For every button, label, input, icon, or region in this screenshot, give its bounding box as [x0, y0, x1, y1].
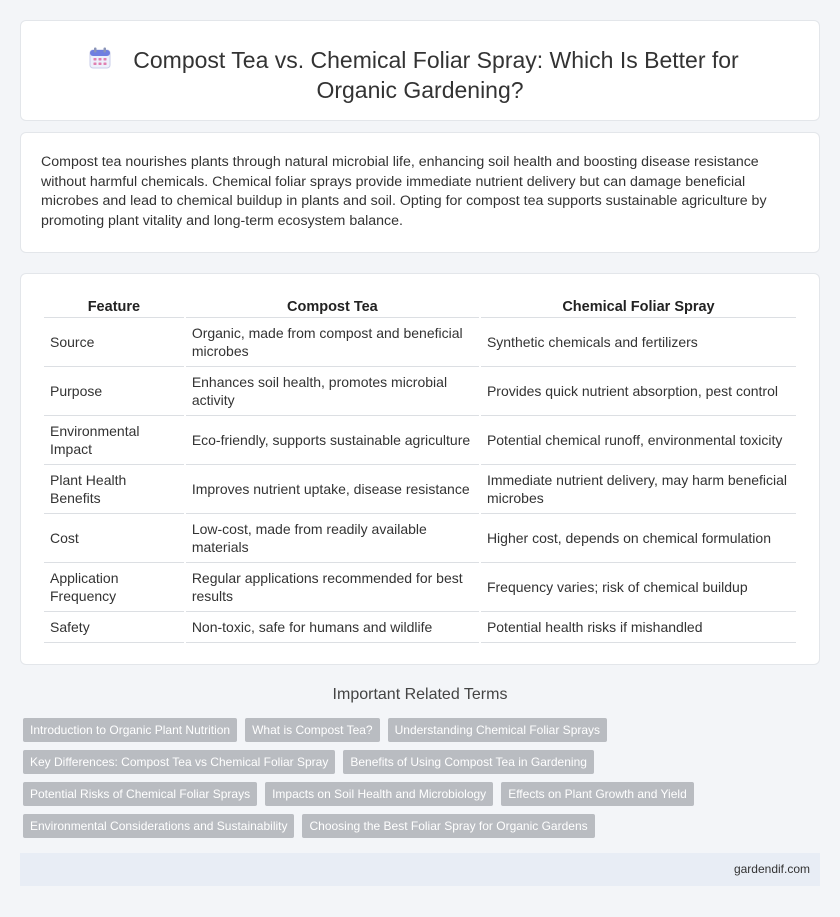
- compost-tea-cell: Non-toxic, safe for humans and wildlife: [186, 612, 479, 643]
- table-row: [44, 612, 796, 643]
- related-term-tag[interactable]: Environmental Considerations and Sustainability: [23, 814, 294, 838]
- intro-card: [20, 132, 820, 253]
- table-row: [44, 563, 796, 612]
- related-term-tag[interactable]: Effects on Plant Growth and Yield: [501, 782, 694, 806]
- comparison-card: [20, 273, 820, 665]
- feature-cell: Safety: [44, 612, 184, 643]
- chemical-spray-cell: Higher cost, depends on chemical formulation: [481, 514, 796, 563]
- chemical-spray-cell: Immediate nutrient delivery, may harm beneficial microbes: [481, 465, 796, 514]
- title-card: [20, 20, 820, 121]
- tag-row: [23, 718, 803, 742]
- related-term-tag[interactable]: Potential Risks of Chemical Foliar Sprays: [23, 782, 257, 806]
- footer: [20, 853, 820, 886]
- related-term-tag[interactable]: Impacts on Soil Health and Microbiology: [265, 782, 493, 806]
- chemical-spray-cell: Frequency varies; risk of chemical buildup: [481, 563, 796, 612]
- compost-tea-cell: Eco-friendly, supports sustainable agriculture: [186, 416, 479, 465]
- page-title: [21, 45, 819, 105]
- chemical-spray-cell: Synthetic chemicals and fertilizers: [481, 318, 796, 367]
- compost-tea-cell: Organic, made from compost and beneficial microbes: [186, 318, 479, 367]
- related-term-tag[interactable]: Benefits of Using Compost Tea in Gardening: [343, 750, 594, 774]
- footer-site-link[interactable]: gardendif.com: [733, 862, 810, 876]
- related-term-tag[interactable]: Key Differences: Compost Tea vs Chemical Foliar Spray: [23, 750, 335, 774]
- header-chemical-foliar-spray: Chemical Foliar Spray: [481, 296, 796, 318]
- table-row: [44, 318, 796, 367]
- feature-cell: Source: [44, 318, 184, 367]
- feature-cell: Purpose: [44, 367, 184, 416]
- title-line-2: Organic Gardening?: [316, 77, 524, 103]
- table-row: [44, 465, 796, 514]
- compost-tea-cell: Low-cost, made from readily available materials: [186, 514, 479, 563]
- related-term-tag[interactable]: What is Compost Tea?: [245, 718, 380, 742]
- table-row: [44, 416, 796, 465]
- related-term-tag[interactable]: Introduction to Organic Plant Nutrition: [23, 718, 237, 742]
- chemical-spray-cell: Provides quick nutrient absorption, pest control: [481, 367, 796, 416]
- intro-paragraph: Compost tea nourishes plants through natural microbial life, enhancing soil health and boosting disease resistance without harmful chemicals. Chemical foliar sprays provide immediate nutrient delivery but can damage beneficial microbes and lead to chemical buildup in plants and soil. Opting for compost tea supports sustainable agriculture by promoting plant vitality and long-term ecosystem balance.: [41, 154, 767, 229]
- tag-row: [23, 782, 803, 806]
- related-term-tag[interactable]: Choosing the Best Foliar Spray for Organic Gardens: [302, 814, 594, 838]
- tag-row: [23, 750, 803, 774]
- header-feature: Feature: [44, 296, 184, 318]
- table-row: [44, 514, 796, 563]
- compost-tea-cell: Regular applications recommended for best results: [186, 563, 479, 612]
- compost-tea-cell: Enhances soil health, promotes microbial activity: [186, 367, 479, 416]
- feature-cell: Application Frequency: [44, 563, 184, 612]
- related-terms-list: [23, 718, 803, 846]
- feature-cell: Cost: [44, 514, 184, 563]
- tag-row: [23, 814, 803, 838]
- feature-cell: Environmental Impact: [44, 416, 184, 465]
- chemical-spray-cell: Potential health risks if mishandled: [481, 612, 796, 643]
- related-term-tag[interactable]: Understanding Chemical Foliar Sprays: [388, 718, 607, 742]
- chemical-spray-cell: Potential chemical runoff, environmental toxicity: [481, 416, 796, 465]
- related-terms-heading: Important Related Terms: [332, 686, 508, 703]
- header-compost-tea: Compost Tea: [186, 296, 479, 318]
- table-row: [44, 367, 796, 416]
- feature-cell: Plant Health Benefits: [44, 465, 184, 514]
- title-line-1: Compost Tea vs. Chemical Foliar Spray: Which Is Better for: [133, 47, 739, 73]
- compost-tea-cell: Improves nutrient uptake, disease resistance: [186, 465, 479, 514]
- comparison-table: [42, 296, 798, 643]
- table-header-row: [44, 296, 796, 318]
